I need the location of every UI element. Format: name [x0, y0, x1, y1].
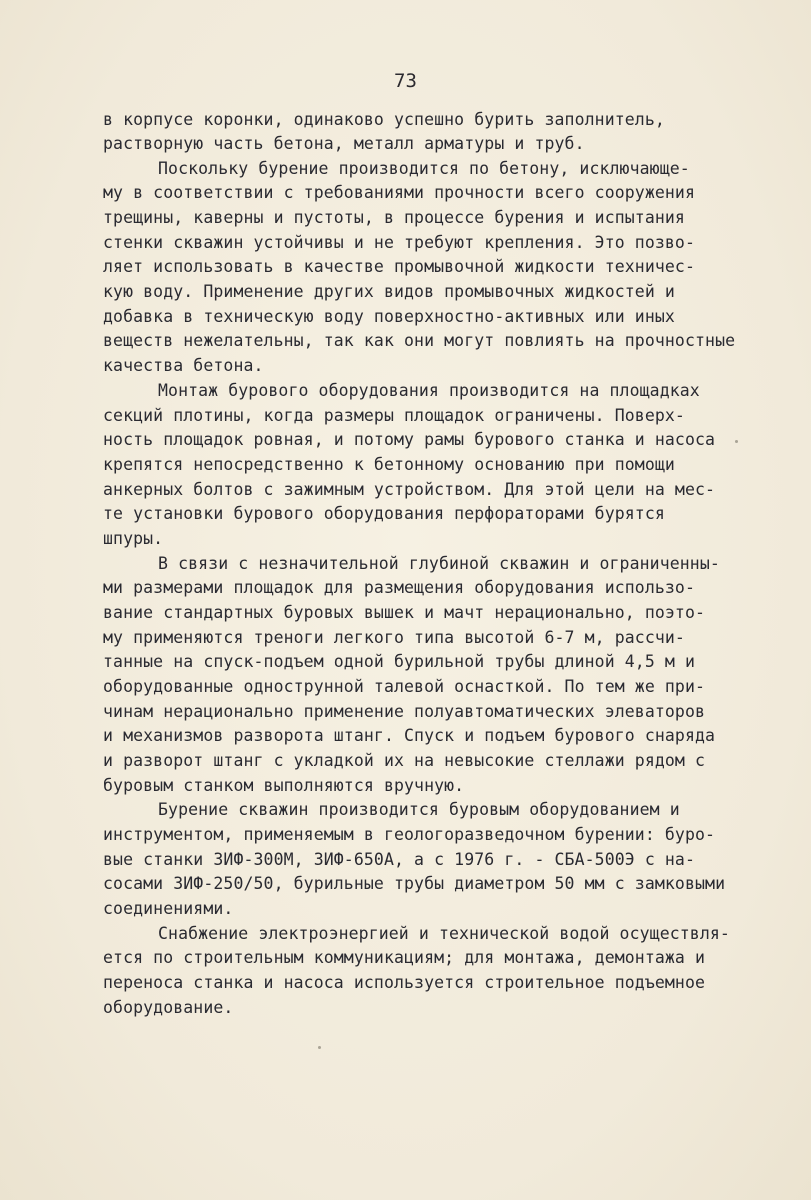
text-line: В связи с незначительной глубиной скважин и ограниченны- — [158, 554, 720, 573]
text-line: сосами ЗИФ-250/50, бурильные трубы диаметром 50 мм с замковыми — [103, 874, 726, 893]
text-line: танные на спуск-подъем одной бурильной трубы длиной 4,5 м и — [103, 652, 695, 671]
text-line: Поскольку бурение производится по бетону, исключающе- — [158, 159, 690, 178]
text-line: шпуры. — [103, 529, 164, 548]
text-line: буровым станком выполняются вручную. — [103, 776, 465, 795]
text-line: крепятся непосредственно к бетонному основанию при помощи — [103, 455, 675, 474]
text-line: Снабжение электроэнергией и технической водой осуществля- — [158, 924, 730, 943]
text-line: и разворот штанг с укладкой их на невысокие стеллажи рядом с — [103, 751, 706, 770]
text-line: кую воду. Применение других видов промывочных жидкостей и — [103, 282, 675, 301]
text-line: инструментом, применяемым в геологоразведочном бурении: буро- — [103, 825, 716, 844]
text-line: веществ нежелательны, так как они могут повлиять на прочностные — [103, 331, 736, 350]
text-line: ляет использовать в качестве промывочной жидкости техничес- — [103, 257, 695, 276]
paper-speck — [318, 1046, 321, 1049]
text-line: секций плотины, когда размеры площадок ограничены. Поверх- — [103, 406, 685, 425]
text-line: в корпусе коронки, одинаково успешно бурить заполнитель, — [103, 110, 665, 129]
text-line: добавка в техническую воду поверхностно-активных или иных — [103, 307, 675, 326]
text-line: оборудование. — [103, 998, 234, 1017]
text-line: трещины, каверны и пустоты, в процессе бурения и испытания — [103, 208, 685, 227]
text-line: вые станки ЗИФ-300М, ЗИФ-650А, а с 1976 г. - СБА-500Э с на- — [103, 850, 695, 869]
text-line: му применяются треноги легкого типа высотой 6-7 м, рассчи- — [103, 628, 685, 647]
paper-speck — [735, 440, 738, 443]
text-line: оборудованные однострунной талевой оснасткой. По тем же при- — [103, 677, 706, 696]
text-line: ется по строительным коммуникациям; для монтажа, демонтажа и — [103, 948, 706, 967]
text-line: ность площадок ровная, и потому рамы бурового станка и насоса — [103, 430, 716, 449]
page-number: 73 — [394, 70, 417, 92]
text-line: соединениями. — [103, 899, 234, 918]
text-line: му в соответствии с требованиями прочности всего сооружения — [103, 183, 695, 202]
text-line: стенки скважин устойчивы и не требуют крепления. Это позво- — [103, 233, 695, 252]
text-line: чинам нерационально применение полуавтоматических элеваторов — [103, 702, 706, 721]
text-line: качества бетона. — [103, 356, 264, 375]
text-line: Монтаж бурового оборудования производится на площадках — [158, 381, 700, 400]
text-line: растворную часть бетона, металл арматуры и труб. — [103, 134, 585, 153]
text-line: те установки бурового оборудования перфораторами бурятся — [103, 504, 665, 523]
text-line: переноса станка и насоса используется строительное подъемное — [103, 973, 706, 992]
text-line: вание стандартных буровых вышек и мачт нерационально, поэто- — [103, 603, 706, 622]
text-line: анкерных болтов с зажимным устройством. Для этой цели на мес- — [103, 480, 716, 499]
text-line: и механизмов разворота штанг. Спуск и подъем бурового снаряда — [103, 726, 716, 745]
text-line: Бурение скважин производится буровым оборудованием и — [158, 800, 680, 819]
text-line: ми размерами площадок для размещения оборудования использо- — [103, 578, 695, 597]
